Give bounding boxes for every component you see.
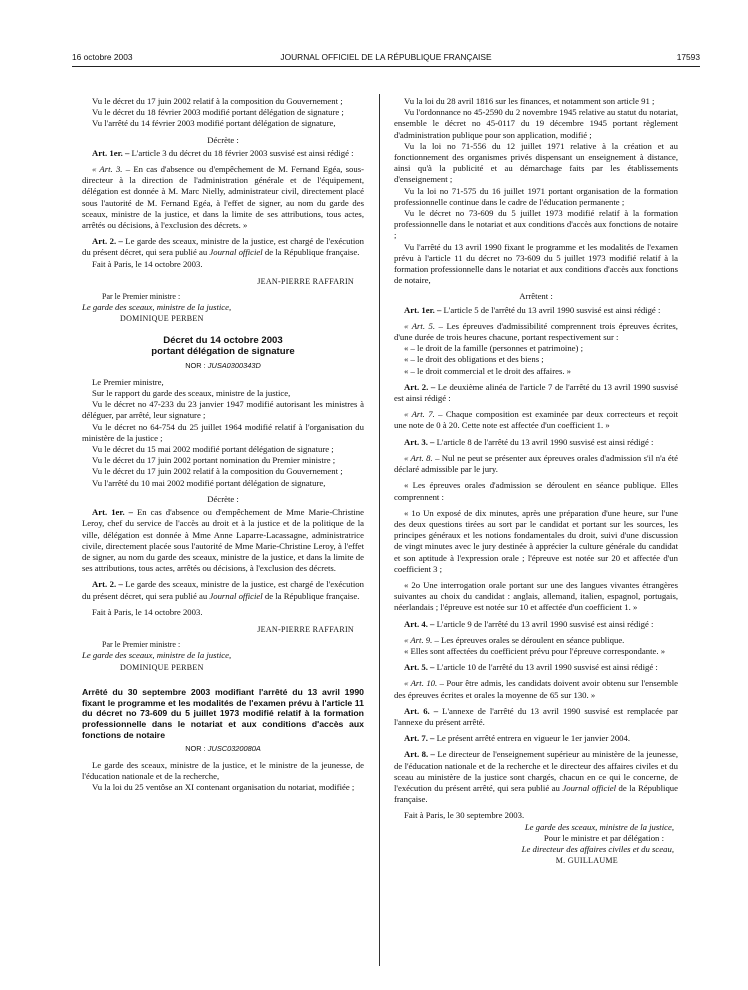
quote-article-5: « Art. 5. – Les épreuves d'admissibilité comprennent trois épreuves écrites, d'une durée de trois heures chacune, portant respectivement sur :	[394, 320, 678, 343]
header-date: 16 octobre 2003	[72, 52, 133, 62]
quote-article-7: « Art. 7. – Chaque composition est examinée par deux correcteurs et reçoit une note de 0 à 20. Cette note est affectée d'un coefficient 1. »	[394, 409, 678, 431]
paragraph: Vu l'arrêté du 10 mai 2002 modifié portant délégation de signature,	[92, 477, 326, 488]
signature-delegation: Pour le ministre et par délégation :	[543, 832, 664, 843]
article-1: Art. 1er. – L'article 5 de l'arrêté du 13 avril 1990 susvisé est ainsi rédigé :	[404, 304, 661, 315]
paragraph: Vu le décret no 47-233 du 23 janvier 1947 modifié autorisant les ministres à déléguer, par arrêté, leur signature ;	[82, 399, 364, 421]
decrete-heading: Décrète :	[207, 493, 239, 504]
column-separator	[379, 94, 380, 966]
header-page-number: 17593	[676, 52, 700, 62]
paragraph: Vu la loi no 71-575 du 16 juillet 1971 portant organisation de la formation professionnelle continue dans le cadre de l'éducation permanente ;	[394, 185, 678, 207]
signature-name: M. GUILLAUME	[555, 856, 618, 866]
article-label: Art. 1er. –	[92, 507, 133, 518]
article-label: Art. 7. –	[404, 733, 435, 744]
paragraph: Le garde des sceaux, ministre de la justice, et le ministre de la jeunesse, de l'éducation nationale et de la recherche,	[82, 759, 364, 782]
article-label: Art. 1er. –	[92, 147, 130, 158]
paragraph: Vu la loi du 25 ventôse an XI contenant organisation du notariat, modifiée ;	[92, 782, 355, 793]
arrete-title: Arrêté du 30 septembre 2003 modifiant l'arrêté du 13 avril 1990 fixant le programme et les modalités de l'examen prévu à l'article 11 du décret no 73-609 du 5 juillet 1973 modifié relatif à la formation professionnelle dans le notariat et aux conditions d'accès aux fonctions de notaire	[82, 686, 364, 740]
article-4: Art. 4. – L'article 9 de l'arrêté du 13 avril 1990 susvisé est ainsi rédigé :	[404, 618, 654, 629]
quote-article-9: « Art. 9. – Les épreuves orales se déroulent en séance publique.	[404, 634, 625, 645]
list-item: « – le droit des obligations et des biens ;	[404, 354, 544, 365]
nor-reference: NOR : JUSA0300343D	[185, 360, 261, 370]
decree-title: Décret du 14 octobre 2003 portant délégation de signature	[151, 334, 295, 358]
article-2: Art. 2. – Le garde des sceaux, ministre de la justice, est chargé de l'exécution du présent décret, qui sera publié au Journal officiel de la République française.	[82, 236, 364, 258]
article-label: Art. 8. –	[404, 749, 435, 760]
paragraph: Vu le décret du 17 juin 2002 relatif à la composition du Gouvernement ;	[92, 466, 343, 477]
article-label: Art. 4. –	[404, 618, 435, 629]
article-label: Art. 3. –	[404, 436, 435, 447]
paragraph: Sur le rapport du garde des sceaux, ministre de la justice,	[92, 388, 291, 399]
article-5: Art. 5. – L'article 10 de l'arrêté du 13 avril 1990 susvisé est ainsi rédigé :	[404, 662, 658, 673]
paragraph: « 2o Une interrogation orale portant sur une des langues vivantes étrangères suivantes au choix du candidat : anglais, allemand, italien, espagnol, portugais, néerlandais ; l'épreuve est notée sur 10 et affectée d'un coefficient 1. »	[394, 579, 678, 613]
quote-article-10: « Art. 10. – Pour être admis, les candidats doivent avoir obtenu sur l'ensemble des épreuves écrites et orales la moyenne de 65 sur 130. »	[394, 678, 678, 700]
article-2: Art. 2. – Le garde des sceaux, ministre de la justice, est chargé de l'exécution du présent décret, qui sera publié au Journal officiel de la République française.	[82, 579, 364, 601]
article-8: Art. 8. – Le directeur de l'enseignement supérieur au ministère de la jeunesse, de l'éducation nationale et de la recherche et le directeur des affaires civiles et du sceau au ministère de la justice sont chargés, chacun en ce qui le concerne, de l'exécution du présent arrêté, qui sera publié au Journal officiel de la République française.	[394, 749, 678, 805]
article-3: Art. 3. – L'article 8 de l'arrêté du 13 avril 1990 susvisé est ainsi rédigé :	[404, 436, 654, 447]
paragraph: Vu l'arrêté du 14 février 2003 modifié portant délégation de signature,	[92, 118, 336, 129]
signature-prime-minister: JEAN-PIERRE RAFFARIN	[257, 276, 354, 286]
page-header	[72, 52, 700, 66]
article-6: Art. 6. – L'annexe de l'arrêté du 13 avril 1990 susvisé est remplacée par l'annexe du présent arrêté.	[394, 705, 678, 727]
article-label: Art. 2. –	[92, 236, 123, 247]
quote-article-8: « Art. 8. – Nul ne peut se présenter aux épreuves orales d'admission s'il n'a été déclaré admissible par le jury.	[394, 452, 678, 475]
article-1: Art. 1er. – En cas d'absence ou d'empêchement de Mme Marie-Christine Leroy, chef du service de l'accès au droit et à la justice et de la politique de la ville, délégation est donnée à Mme Anne Laparre-Lacassagne, administratrice civile, directement placée sous l'autorité de Mme Marie-Christine Leroy, à l'effet de signer, au nom du garde des sceaux, ministre de la justice, et dans la limite de ses attributions, tous actes, arrêtés ou décisions, à l'exclusion des décrets.	[82, 507, 365, 574]
signature-minister: DOMINIQUE PERBEN	[120, 662, 204, 672]
fait-a-paris: Fait à Paris, le 14 octobre 2003.	[92, 606, 203, 617]
paragraph: Vu la loi no 71-556 du 12 juillet 1971 relative à la création et au fonctionnement des organismes privés dispensant un enseignement à distance, ainsi qu'à la publicité et au démarchage faits par les établissements d'enseignement ;	[394, 140, 678, 185]
par-le-premier-ministre: Par le Premier ministre :	[102, 640, 181, 650]
paragraph: « 1o Un exposé de dix minutes, après une préparation d'une heure, sur l'une des deux questions tirées au sort par le candidat et portant sur les sources, les principes généraux et les notions fondamentales du droit, suivi d'une discussion de vingt minutes avec le jury destinée à apprécier la culture générale du candidat et son aptitude à l'expression orale ; l'épreuve est notée sur 20 et affectée d'un coefficient 3 ;	[394, 507, 678, 574]
paragraph: Vu le décret no 73-609 du 5 juillet 1973 modifié relatif à la formation professionnelle dans le notariat et aux conditions d'accès aux fonctions de notaire ;	[394, 208, 678, 241]
article-label: « Art. 9.	[404, 634, 433, 645]
paragraph: Vu l'arrêté du 13 avril 1990 fixant le programme et les modalités de l'examen prévu à l'article 11 du décret no 73-609 du 5 juillet 1973 modifié relatif à la formation professionnelle dans le notariat et aux conditions d'accès aux fonctions de notaire,	[394, 241, 678, 286]
article-1: Art. 1er. – L'article 3 du décret du 18 février 2003 susvisé est ainsi rédigé :	[92, 147, 354, 158]
fait-a-paris: Fait à Paris, le 14 octobre 2003.	[92, 258, 203, 269]
paragraph: Vu le décret du 17 juin 2002 portant nomination du Premier ministre ;	[92, 455, 336, 466]
nor-reference: NOR : JUSC0320080A	[185, 743, 261, 753]
article-label: Art. 5. –	[404, 662, 435, 673]
right-column	[394, 96, 678, 866]
article-label: Art. 2. –	[92, 579, 123, 590]
header-title: JOURNAL OFFICIEL DE LA RÉPUBLIQUE FRANÇAISE	[280, 52, 492, 62]
article-label: « Art. 8.	[404, 452, 433, 463]
paragraph: Le Premier ministre,	[92, 376, 164, 387]
paragraph: Vu le décret du 18 février 2003 modifié portant délégation de signature ;	[92, 107, 344, 118]
article-2: Art. 2. – Le deuxième alinéa de l'article 7 de l'arrêté du 13 avril 1990 susvisé est ainsi rédigé :	[394, 381, 678, 404]
garde-des-sceaux: Le garde des sceaux, ministre de la justice,	[82, 650, 232, 661]
signature-directeur: Le directeur des affaires civiles et du sceau,	[521, 843, 674, 854]
paragraph: Vu la loi du 28 avril 1816 sur les finances, et notamment son article 91 ;	[404, 96, 655, 106]
signature-prime-minister: JEAN-PIERRE RAFFARIN	[257, 624, 354, 634]
list-item: « – le droit commercial et le droit des affaires. »	[404, 365, 572, 376]
quote-article-3: « Art. 3. – En cas d'absence ou d'empêchement de M. Fernand Egéa, sous-directeur à la direction de l'administration générale et de l'équipement, délégation est donnée à M. Marc Nielly, administrateur civil, directement placé sous l'autorité de M. Fernand Egéa, à l'effet de signer, au nom du garde des sceaux, ministre de la justice, et dans la limite de ses attributions, tous actes, arrêtés ou décisions, à l'exclusion des décrets. »	[82, 164, 364, 231]
decrete-heading: Décrète :	[207, 134, 239, 145]
arretent-heading: Arrêtent :	[519, 291, 553, 302]
par-le-premier-ministre: Par le Premier ministre :	[102, 292, 181, 302]
garde-des-sceaux: Le garde des sceaux, ministre de la justice,	[82, 302, 232, 313]
signature-garde-des-sceaux: Le garde des sceaux, ministre de la justice,	[524, 821, 674, 832]
paragraph: « Elles sont affectées du coefficient prévu pour l'épreuve correspondante. »	[404, 645, 666, 656]
paragraph: Vu le décret du 15 mai 2002 modifié portant délégation de signature ;	[92, 444, 334, 455]
paragraph: Vu le décret no 64-754 du 25 juillet 1964 modifié relatif à l'organisation du ministère de la justice ;	[82, 421, 364, 443]
left-column	[82, 96, 364, 794]
signature-minister: DOMINIQUE PERBEN	[120, 314, 204, 324]
article-label: « Art. 3.	[92, 164, 123, 175]
header-rule	[72, 66, 700, 67]
paragraph: Vu le décret du 17 juin 2002 relatif à la composition du Gouvernement ;	[92, 96, 343, 106]
article-label: « Art. 7.	[404, 409, 435, 420]
article-7: Art. 7. – Le présent arrêté entrera en vigueur le 1er janvier 2004.	[404, 733, 631, 744]
article-label: Art. 2. –	[404, 381, 436, 392]
article-label: « Art. 5.	[404, 320, 436, 331]
article-label: Art. 6. –	[404, 705, 439, 716]
paragraph: « Les épreuves orales d'admission se déroulent en séance publique. Elles comprennent :	[394, 480, 678, 502]
list-item: « – le droit de la famille (personnes et patrimoine) ;	[404, 343, 584, 354]
article-label: « Art. 10.	[404, 678, 438, 689]
article-label: Art. 1er. –	[404, 304, 442, 315]
fait-a-paris: Fait à Paris, le 30 septembre 2003.	[404, 810, 525, 821]
paragraph: Vu l'ordonnance no 45-2590 du 2 novembre 1945 relative au statut du notariat, ensemble le décret no 45-0117 du 19 décembre 1945 portant règlement d'administration publique pour son application, modifié ;	[394, 107, 678, 140]
